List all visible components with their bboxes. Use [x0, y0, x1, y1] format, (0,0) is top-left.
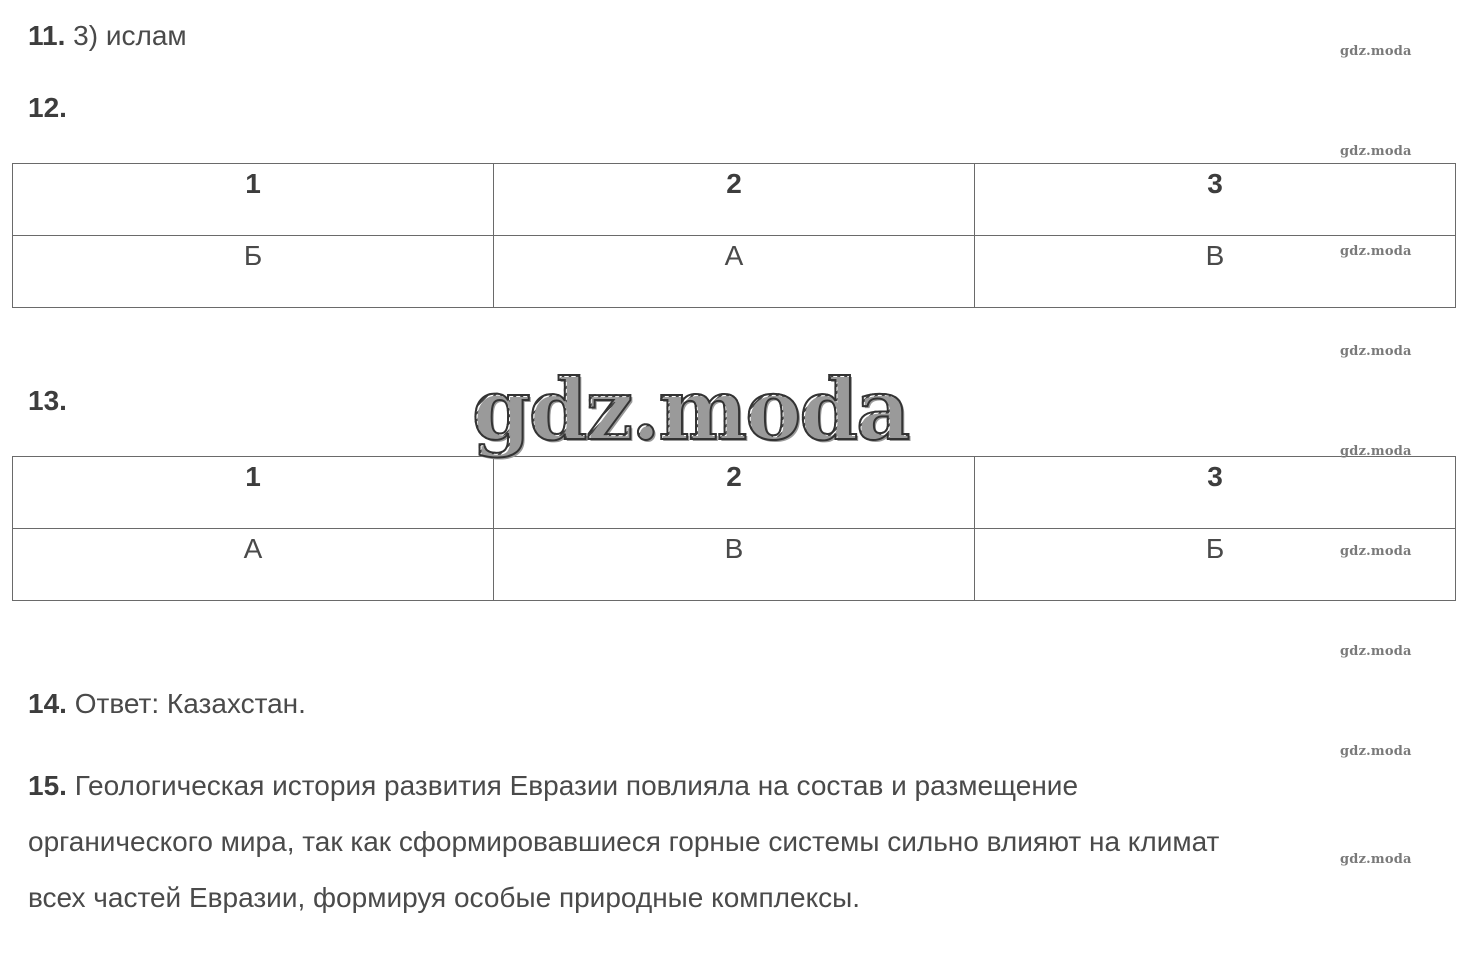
paragraph-line: всех частей Евразии, формируя особые природные комплексы. [28, 882, 861, 913]
question-number: 13. [28, 385, 67, 416]
question-number: 12. [28, 92, 67, 123]
watermark: gdz.moda [1340, 544, 1412, 559]
table-cell: Б [13, 236, 494, 308]
watermark: gdz.moda [1340, 344, 1412, 359]
paragraph-line [28, 758, 1428, 814]
answer-text: Ответ: Казахстан. [74, 688, 306, 719]
answer-15 [28, 758, 1428, 926]
question-number: 11. [28, 20, 66, 51]
question-number: 15. [28, 770, 67, 801]
answer-12-label [28, 92, 67, 124]
paragraph-text: Геологическая история развития Евразии повлияла на состав и размещение [74, 770, 1079, 801]
answer-text: 3) ислам [73, 20, 187, 51]
table-header-cell: 2 [494, 457, 975, 529]
watermark: gdz.moda [1340, 644, 1412, 659]
watermark: gdz.moda [1340, 44, 1412, 59]
table-header-cell: 2 [494, 164, 975, 236]
watermark: gdz.moda [1340, 244, 1412, 259]
watermark: gdz.moda [1340, 852, 1412, 867]
table-cell: А [494, 236, 975, 308]
table-row [13, 529, 1456, 601]
question-number: 14. [28, 688, 67, 719]
answer-13-table [12, 456, 1456, 601]
table-cell: В [975, 236, 1456, 308]
answer-11 [28, 20, 187, 52]
answer-13-label [28, 385, 67, 417]
table-cell: В [494, 529, 975, 601]
watermark: gdz.moda [1340, 744, 1412, 759]
table-header-row [13, 164, 1456, 236]
watermark: gdz.moda [1340, 144, 1412, 159]
watermark-logo: gdz.moda [472, 360, 909, 459]
table-cell: Б [975, 529, 1456, 601]
table-header-cell: 3 [975, 164, 1456, 236]
table-cell: А [13, 529, 494, 601]
answer-12-table [12, 163, 1456, 308]
table-header-cell: 1 [13, 164, 494, 236]
answer-14 [28, 688, 306, 720]
paragraph-line: органического мира, так как сформировавшиеся горные системы сильно влияют на климат [28, 826, 1220, 857]
table-header-cell: 1 [13, 457, 494, 529]
table-header-cell: 3 [975, 457, 1456, 529]
watermark: gdz.moda [1340, 444, 1412, 459]
table-row [13, 236, 1456, 308]
table-header-row [13, 457, 1456, 529]
